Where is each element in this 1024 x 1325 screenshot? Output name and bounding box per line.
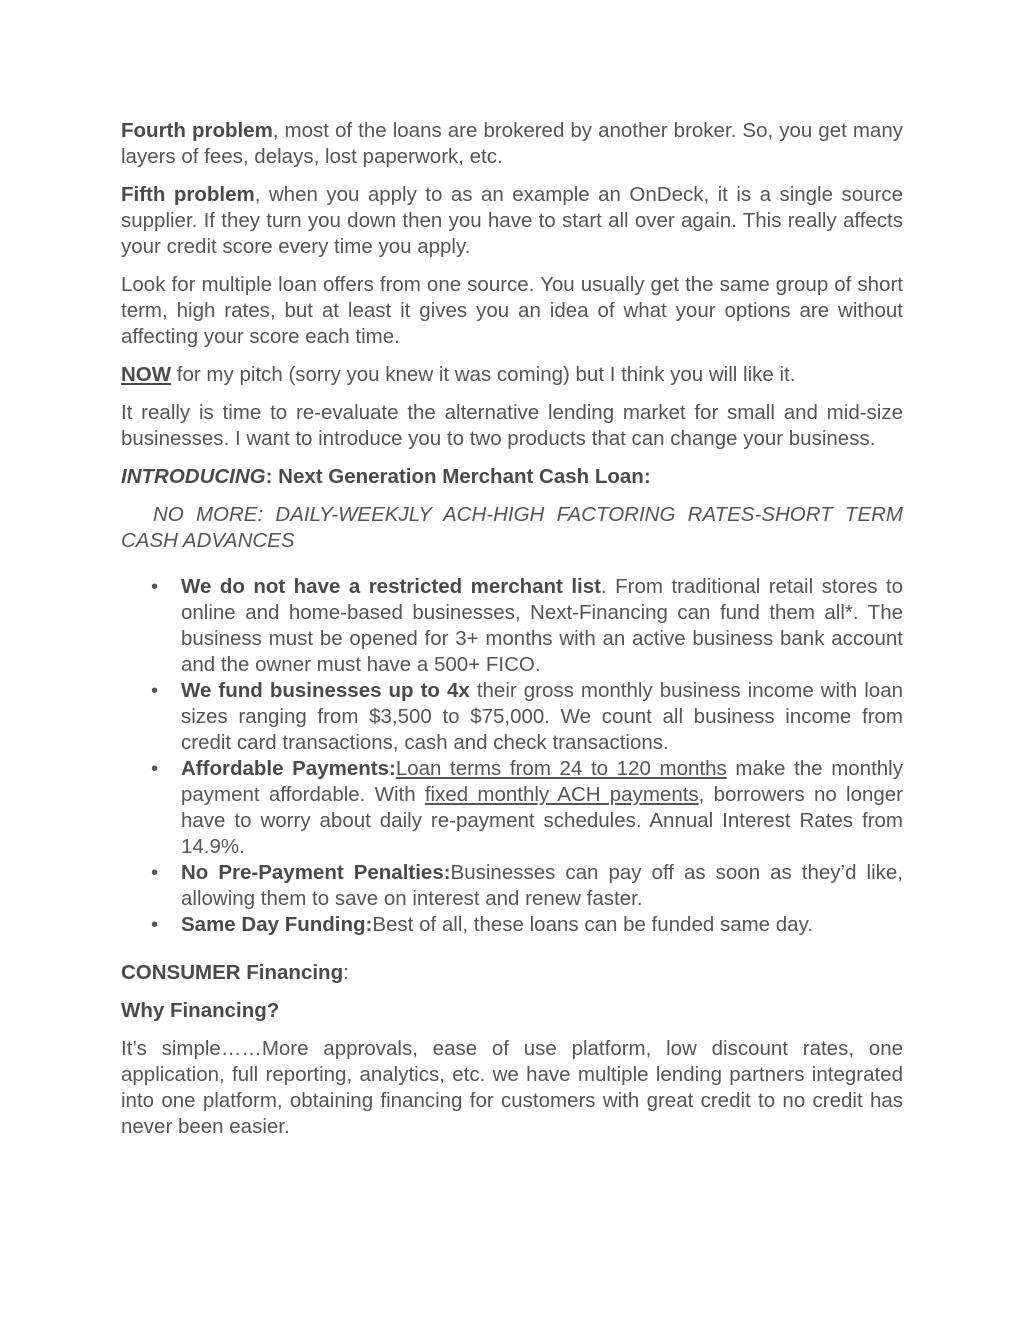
bullet-text: . From traditional retail stores to online and home-based businesses, Next-Financing can fund them all*. The business must be opened for 3+ months with an active business bank account and the owner must have a 500+ FICO. [181, 575, 903, 676]
bullet-text: , borrowers no longer have to worry about daily re-payment schedules. Annual Interest Rates from 14.9%. [181, 783, 904, 858]
introducing-text: : Next Generation Merchant Cash Loan: [265, 465, 651, 488]
introducing-heading [121, 464, 903, 490]
feature-list [121, 574, 903, 938]
bullet-text: Businesses can pay off as soon as they’d like, allowing them to save on interest and renew faster. [181, 861, 903, 910]
fifth-problem-label: Fifth problem [121, 183, 255, 206]
list-item [181, 912, 903, 938]
bullet-label: Same Day Funding: [181, 913, 373, 936]
introducing-label: INTRODUCING [121, 465, 266, 488]
paragraph-its-simple: It’s simple……More approvals, ease of use platform, low discount rates, one application, full reporting, analytics, etc. we have multiple lending partners integrated into one platform, obtaining financing for customers with great credit to no credit has never been easier. [121, 1037, 903, 1138]
paragraph-pitch [121, 362, 903, 388]
fixed-payments-underlined: fixed monthly ACH payments [424, 783, 699, 806]
list-item [181, 756, 903, 860]
loan-terms-underlined: Loan terms from 24 to 120 months [395, 757, 727, 780]
list-item [181, 678, 903, 756]
fourth-problem-text: , most of the loans are brokered by another broker. So, you get many layers of fees, delays, lost paperwork, etc. [121, 119, 903, 168]
now-emphasis: NOW [121, 363, 172, 386]
fifth-problem-text: , when you apply to as an example an OnDeck, it is a single source supplier. If they turn you down then you have to start all over again. This really affects your credit score every time you apply. [121, 183, 903, 258]
consumer-financing-heading [121, 960, 903, 986]
paragraph-reevaluate: It really is time to re-evaluate the alternative lending market for small and mid-size businesses. I want to introduce you to two products that can change your business. [121, 401, 903, 450]
pitch-text: for my pitch (sorry you knew it was coming) but I think you will like it. [171, 363, 796, 386]
no-more-tagline: NO MORE: DAILY-WEEKJLY ACH-HIGH FACTORING RATES-SHORT TERM CASH ADVANCES [121, 503, 903, 552]
bullet-text: make the monthly payment affordable. With [181, 757, 903, 806]
bullet-label: Affordable Payments: [181, 757, 396, 780]
paragraph-fifth-problem [121, 182, 903, 260]
fourth-problem-label: Fourth problem [121, 119, 273, 142]
list-item [181, 574, 903, 678]
consumer-label: CONSUMER Financing [121, 961, 344, 984]
why-financing-heading: Why Financing? [121, 999, 280, 1022]
consumer-colon: : [343, 961, 349, 984]
bullet-label: We fund businesses up to 4x [181, 679, 470, 702]
list-item [181, 860, 903, 912]
paragraph-multiple-offers: Look for multiple loan offers from one source. You usually get the same group of short term, high rates, but at least it gives you an idea of what your options are without affecting your score each time. [121, 273, 903, 348]
bullet-text: Best of all, these loans can be funded same day. [372, 913, 814, 936]
paragraph-fourth-problem [121, 118, 903, 170]
bullet-text: their gross monthly business income with loan sizes ranging from $3,500 to $75,000. We count all business income from credit card transactions, cash and check transactions. [181, 679, 903, 754]
bullet-label: We do not have a restricted merchant list [181, 575, 601, 598]
bullet-label: No Pre-Payment Penalties: [181, 861, 451, 884]
